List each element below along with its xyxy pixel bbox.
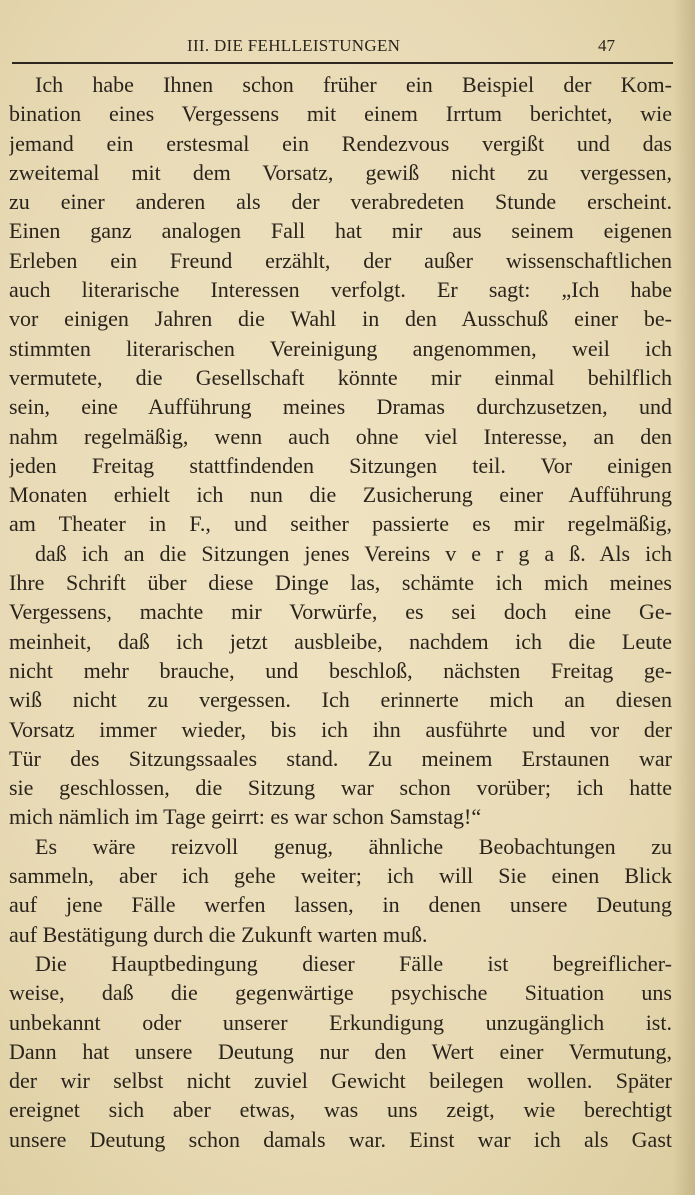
text-line: Die Hauptbedingung dieser Fälle ist begreiflicher- [35,950,672,976]
text-line: Vergessens, machte mir Vorwürfe, es sei doch eine Ge- [9,599,672,625]
text-line: sein, eine Aufführung meines Dramas durchzusetzen, und [9,394,672,420]
page-edge-shadow [673,0,695,1195]
text-line: sie geschlossen, die Sitzung war schon vorüber; ich hatte [9,775,672,801]
text-line: nahm regelmäßig, wenn auch ohne viel Interesse, an den [9,423,672,449]
text-line: auch literarische Interessen verfolgt. Er sagt: „Ich habe [9,277,672,303]
text-line: sammeln, aber ich gehe weiter; ich will Sie einen Blick [9,863,672,889]
text-line: am Theater in F., und seither passierte es mir regelmäßig, [9,511,672,537]
text-line: meinheit, daß ich jetzt ausbleibe, nachdem ich die Leute [9,628,672,654]
text-line: auf Bestätigung durch die Zukunft warten muß. [9,921,428,947]
text-line: Einen ganz analogen Fall hat mir aus seinem eigenen [9,218,672,244]
text-line: auf jene Fälle werfen lassen, in denen unsere Deutung [9,892,672,918]
text-line: Es wäre reizvoll genug, ähnliche Beobachtungen zu [35,833,672,859]
text-line: bination eines Vergessens mit einem Irrtum berichtet, wie [9,101,672,127]
text-line: zweitemal mit dem Vorsatz, gewiß nicht zu vergessen, [9,159,672,185]
text-line: ereignet sich aber etwas, was uns zeigt, wie berechtigt [9,1097,672,1123]
header-rule [12,62,673,64]
page-number: 47 [598,36,615,55]
text-line: jeden Freitag stattfindenden Sitzungen teil. Vor einigen [9,452,672,478]
text-line: der wir selbst nicht zuviel Gewicht beilegen wollen. Später [9,1068,672,1094]
text-line: vor einigen Jahren die Wahl in den Ausschuß einer be- [9,306,672,332]
body-text [9,70,672,1154]
text-line: Tür des Sitzungssaales stand. Zu meinem Erstaunen war [9,745,672,771]
text-line: zu einer anderen als der verabredeten Stunde erscheint. [9,189,672,215]
text-line: Ihre Schrift über diese Dinge las, schämte ich mich meines [9,570,672,596]
text-line: Erleben ein Freund erzählt, der außer wissenschaftlichen [9,247,672,273]
text-line: jemand ein erstesmal ein Rendezvous vergißt und das [9,130,672,156]
text-line: wiß nicht zu vergessen. Ich erinnerte mich an diesen [9,687,672,713]
text-line: Dann hat unsere Deutung nur den Wert einer Vermutung, [9,1038,672,1064]
text-line: Monaten erhielt ich nun die Zusicherung einer Aufführung [9,482,672,508]
text-line: stimmten literarischen Vereinigung angenommen, weil ich [9,335,672,361]
text-line: unbekannt oder unserer Erkundigung unzugänglich ist. [9,1009,672,1035]
chapter-title: III. DIE FEHLLEISTUNGEN [187,36,401,55]
text-line: Vorsatz immer wieder, bis ich ihn ausführte und vor der [9,716,672,742]
text-line: daß ich an die Sitzungen jenes Vereins v e r g a ß. Als ich [35,540,672,566]
text-line: weise, daß die gegenwärtige psychische Situation uns [9,980,672,1006]
running-head [0,30,695,58]
text-line: mich nämlich im Tage geirrt: es war schon Samstag!“ [9,804,482,830]
text-line: Ich habe Ihnen schon früher ein Beispiel der Kom- [35,72,672,97]
text-line: nicht mehr brauche, und beschloß, nächsten Freitag ge- [9,657,672,683]
text-line: unsere Deutung schon damals war. Einst war ich als Gast [9,1126,672,1152]
text-line: vermutete, die Gesellschaft könnte mir einmal behilflich [9,364,672,390]
